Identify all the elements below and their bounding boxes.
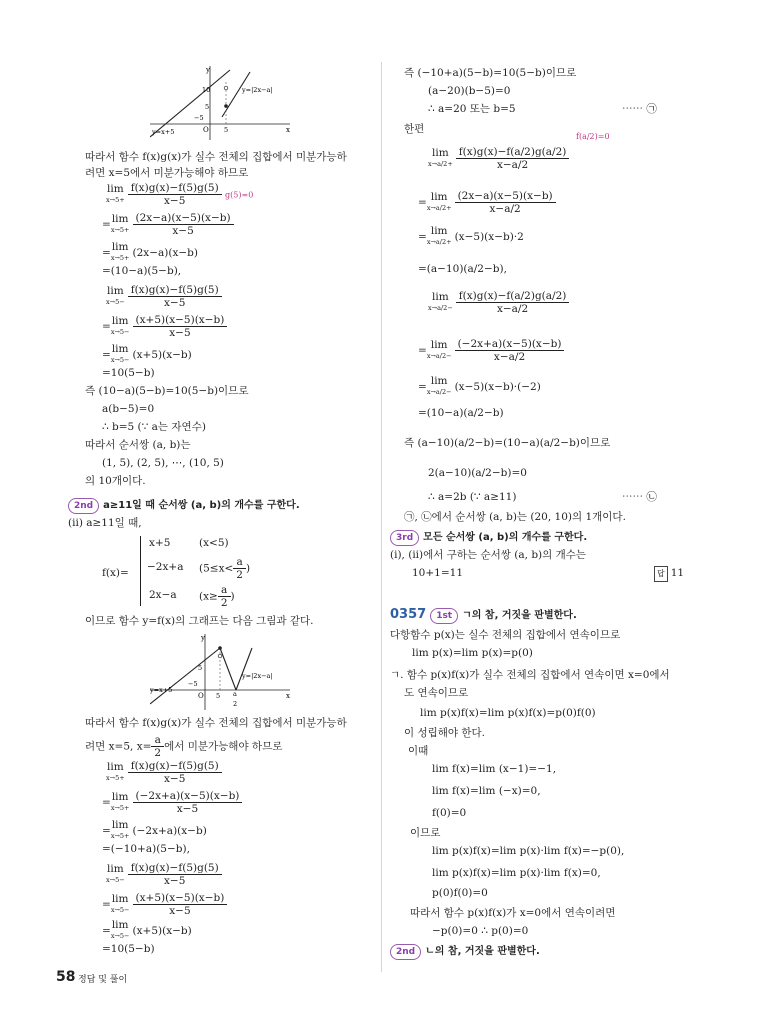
limit-s2: = lim x→a/2+ $\frac{(2x-a)(x-5)(x-b)}{x-a/2}$ [418, 190, 556, 215]
right-r3-mark: ⋯⋯ ㉠ [622, 103, 657, 115]
right-r2: (a−20)(b−5)=0 [428, 85, 511, 97]
section-label: 정답 및 풀이 [78, 975, 128, 985]
graph-2 [150, 630, 300, 712]
step1-badge: 1st [430, 608, 458, 624]
right-r9: (i), (ii)에서 구하는 순서쌍 (a, b)의 개수는 [390, 549, 587, 561]
right-s4: =(a−10)(a/2−b), [418, 263, 507, 275]
graph1-tick-10y: 10 [202, 86, 211, 94]
left-p3: 이므로 함수 y=f(x)의 그래프는 다음 그림과 같다. [85, 615, 314, 627]
fx-label: f(x)= [102, 567, 129, 579]
left-p1: 따라서 함수 f(x)g(x)가 실수 전체의 집합에서 미분가능하 [85, 151, 347, 163]
g5-note: g(5)=0 [225, 190, 254, 200]
graph-1 [150, 62, 300, 142]
graph2-x-label: x [286, 692, 290, 700]
limit-1: lim x→5+ $\frac{f(x)g(x)-f(5)g(5)}{x-5}$ g(5)=0 [106, 182, 254, 207]
left-l9: 즉 (10−a)(5−b)=10(5−b)이므로 [85, 385, 249, 397]
limit-m7: =lim x→5− (x+5)(x−b) [102, 919, 192, 940]
graph2-line-label: y=x+5 [150, 686, 173, 694]
graph1-abs-label: y=|2x−a| [242, 86, 273, 94]
right-t9: lim f(x)=lim (−x)=0, [432, 785, 541, 797]
right-t16: −p(0)=0 ∴ p(0)=0 [432, 925, 529, 937]
right-t8: lim f(x)=lim (x−1)=−1, [432, 763, 557, 775]
graph2-tick-2: 2 [233, 700, 238, 708]
limit-m3: =lim x→5+ (−2x+a)(x−b) [102, 819, 207, 840]
step3-badge: 3rd [390, 530, 419, 546]
limit-m5: lim x→5− $\frac{f(x)g(x)-f(5)g(5)}{x-5}$ [106, 862, 222, 887]
limit-s5: lim x→a/2− $\frac{f(x)g(x)-f(a/2)g(a/2)}{x-a/2}$ [428, 290, 569, 315]
right-t12: lim p(x)f(x)=lim p(x)·lim f(x)=−p(0), [432, 845, 625, 857]
left-l10: a(b−5)=0 [102, 403, 155, 415]
left-l14: 의 10개이다. [85, 475, 146, 487]
right-t1: 다항함수 p(x)는 실수 전체의 집합에서 연속이므로 [390, 629, 621, 641]
right-r7: ∴ a=2b (∵ a≥11) [428, 491, 517, 503]
right-s8: =(10−a)(a/2−b) [418, 407, 504, 419]
left-l11: ∴ b=5 (∵ a는 자연수) [102, 421, 206, 433]
limit-s1: lim x→a/2+ $\frac{f(x)g(x)-f(a/2)g(a/2)}{x-a/2}$ [428, 146, 569, 171]
step3-heading: 3rd 모든 순서쌍 (a, b)의 개수를 구한다. [390, 530, 587, 546]
left-m8: =10(5−b) [102, 943, 155, 955]
right-t7: 이때 [408, 745, 429, 757]
limit-m2: =lim x→5+ $\frac{(-2x+a)(x-5)(x-b)}{x-5}$ [102, 790, 242, 815]
graph2-tick-5y: 5 [198, 664, 203, 672]
step2b-badge: 2nd [390, 944, 421, 960]
right-t15: 따라서 함수 p(x)f(x)가 x=0에서 연속이려면 [410, 907, 616, 919]
right-t3: ㄱ. 함수 p(x)f(x)가 실수 전체의 집합에서 연속이면 x=0에서 [390, 669, 670, 681]
limit-2: =lim x→5+ $\frac{(2x-a)(x-5)(x-b)}{x-5}$ [102, 212, 234, 237]
step2-heading: 2nd a≥11일 때 순서쌍 (a, b)의 개수를 구한다. [68, 498, 300, 514]
left-l8: =10(5−b) [102, 367, 155, 379]
column-divider [381, 62, 382, 972]
answer-badge: 답 [654, 566, 668, 582]
left-p2: 려면 x=5에서 미분가능해야 하므로 [85, 167, 249, 179]
graph2-y-label: y [201, 634, 205, 642]
problem-0357-heading: 0357 1st ㄱ의 참, 거짓을 판별한다. [390, 607, 577, 622]
graph1-y-label: y [206, 66, 210, 74]
left-p4: 따라서 함수 f(x)g(x)가 실수 전체의 집합에서 미분가능하 [85, 717, 347, 729]
right-t6: 이 성립해야 한다. [404, 727, 486, 739]
limit-5: lim x→5− $\frac{f(x)g(x)-f(5)g(5)}{x-5}$ [106, 284, 222, 309]
case-2-label: (ii) a≥11일 때, [68, 517, 142, 529]
left-l4: =(10−a)(5−b), [102, 265, 182, 277]
right-r5: 즉 (a−10)(a/2−b)=(10−a)(a/2−b)이므로 [404, 437, 611, 449]
graph1-x-label: x [286, 126, 290, 134]
right-r4: 한편 [404, 123, 425, 135]
graph1-tick-5x: 5 [224, 126, 229, 134]
left-l13: (1, 5), (2, 5), ⋯, (10, 5) [102, 457, 224, 469]
limit-3: =lim x→5+ (2x−a)(x−b) [102, 241, 199, 262]
left-p5: 려면 x=5, x= $\frac{a}{2}$ 에서 미분가능해야 하므로 [85, 734, 283, 759]
graph2-origin: O [198, 692, 204, 700]
right-t14: p(0)f(0)=0 [432, 887, 488, 899]
graph1-origin: O [203, 126, 209, 134]
limit-s6: = lim x→a/2− $\frac{(-2x+a)(x-5)(x-b)}{x-a/2}$ [418, 338, 564, 363]
left-l12: 따라서 순서쌍 (a, b)는 [85, 439, 191, 451]
limit-s3: = lim x→a/2+ (x−5)(x−b)·2 [418, 225, 524, 246]
limit-m1: lim x→5+ $\frac{f(x)g(x)-f(5)g(5)}{x-5}$ [106, 760, 222, 785]
right-t2: lim p(x)=lim p(x)=p(0) [412, 647, 533, 659]
right-r1: 즉 (−10+a)(5−b)=10(5−b)이므로 [404, 67, 577, 79]
limit-7: =lim x→5− (x+5)(x−b) [102, 343, 192, 364]
limit-s7: = lim x→a/2− (x−5)(x−b)·(−2) [418, 375, 541, 396]
right-t11: 이므로 [410, 827, 441, 839]
graph1-tick-5y: 5 [205, 103, 210, 111]
page-number: 58 [56, 969, 76, 985]
right-r10: 10+1=11 [412, 567, 463, 579]
graph2-abs-label: y=|2x−a| [242, 672, 273, 680]
right-t10: f(0)=0 [432, 807, 467, 819]
right-r6: 2(a−10)(a/2−b)=0 [428, 467, 527, 479]
right-r7-mark: ⋯⋯ ㉡ [622, 491, 657, 503]
step2b-heading: 2nd ㄴ의 참, 거짓을 판별한다. [390, 944, 540, 960]
limit-6: =lim x→5− $\frac{(x+5)(x-5)(x-b)}{x-5}$ [102, 314, 227, 339]
graph2-tick-5x: 5 [216, 692, 221, 700]
graph1-line-label: y=x+5 [152, 128, 175, 136]
piecewise-brace: x+5 (x<5) −2x+a (5≤x< $\frac{a}{2}$ ) 2x−a (x≥ $\frac{a}{2}$ ) [140, 536, 291, 606]
right-r8: ㉠, ㉡에서 순서쌍 (a, b)는 (20, 10)의 1개이다. [404, 511, 626, 523]
step2-badge: 2nd [68, 498, 99, 514]
right-r3: ∴ a=20 또는 b=5 [428, 103, 516, 115]
graph2-tick-a: a [233, 690, 237, 698]
left-m4: =(−10+a)(5−b), [102, 843, 190, 855]
graph2-tick-neg5: −5 [188, 680, 198, 688]
note-fa2: f(a/2)=0 [576, 132, 610, 141]
right-t4: 도 연속이므로 [404, 687, 469, 699]
answer-box: 답 11 [654, 566, 684, 582]
problem-number: 0357 [390, 607, 427, 622]
graph1-tick-neg5: −5 [194, 114, 204, 122]
right-t5: lim p(x)f(x)=lim p(x)f(x)=p(0)f(0) [420, 707, 596, 719]
right-t13: lim p(x)f(x)=lim p(x)·lim f(x)=0, [432, 867, 601, 879]
limit-m6: =lim x→5− $\frac{(x+5)(x-5)(x-b)}{x-5}$ [102, 892, 227, 917]
